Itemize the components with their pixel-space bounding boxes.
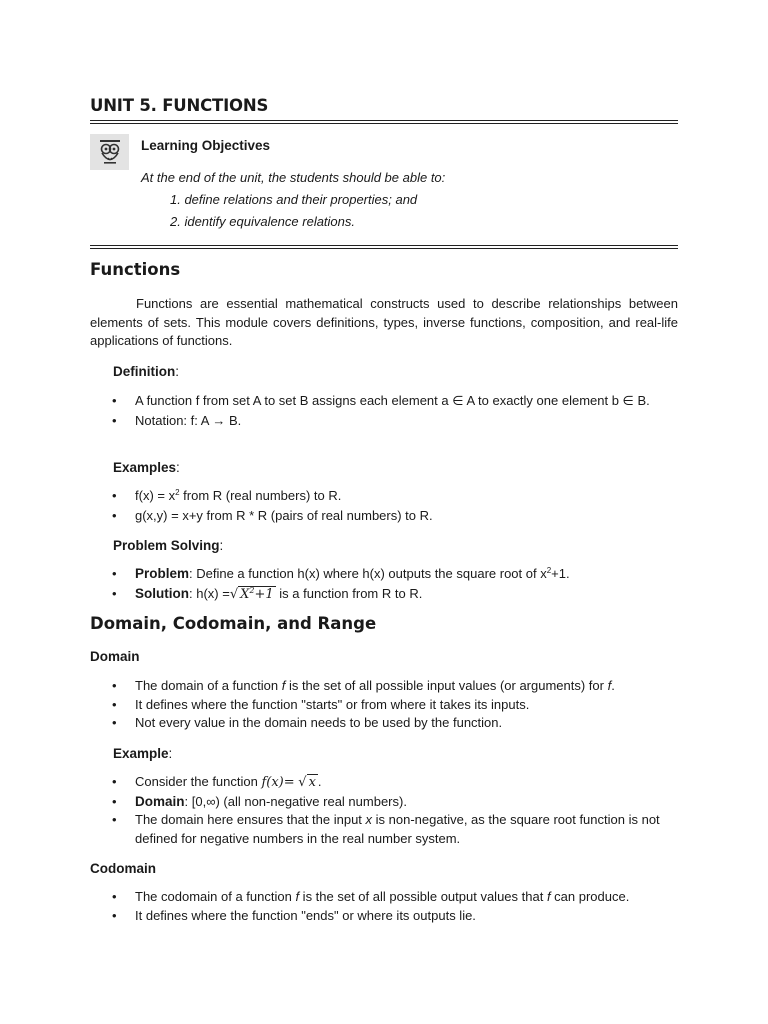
functions-intro-paragraph: Functions are essential mathematical constructs used to describe relationships between elements of sets. This module covers definitions, types, inverse functions, composition, and real-life applications of functions.	[90, 296, 678, 348]
definition-list	[90, 392, 678, 432]
domain-label: Domain	[90, 649, 140, 664]
list-item: • Notation: f: A → B.	[90, 412, 678, 431]
problem-solving-label: Problem Solving:	[113, 538, 224, 553]
domain-example-label: Example:	[113, 746, 173, 761]
objectives-double-rule	[90, 245, 678, 249]
codomain-label: Codomain	[90, 861, 156, 876]
list-item: • g(x,y) = x+y from R * R (pairs of real numbers) to R.	[90, 507, 678, 526]
list-item: • The domain of a function f is the set of all possible input values (or arguments) for f.	[90, 677, 678, 696]
domain-list	[90, 677, 678, 733]
owl-icon	[90, 134, 129, 170]
list-item: • A function f from set A to set B assigns each element a ∈ A to exactly one element b ∈ B.	[90, 392, 678, 411]
objective-item: 2. identify equivalence relations.	[170, 214, 356, 229]
header-double-rule	[90, 120, 678, 124]
domain-codomain-range-heading: Domain, Codomain, and Range	[90, 614, 377, 633]
learning-objectives-list	[170, 190, 417, 234]
domain-example-list	[90, 773, 678, 848]
list-item: • Not every value in the domain needs to be used by the function.	[90, 714, 678, 733]
list-item: • Solution: h(x) =√ $X^2+1$ is a function from R to R.	[90, 585, 678, 605]
problem-solving-list	[90, 565, 678, 606]
list-item: • Problem: Define a function h(x) where h(x) outputs the square root of $x^2+1$.	[90, 565, 678, 584]
list-item: • The codomain of a function f is the set of all possible output values that f can produce.	[90, 888, 678, 907]
examples-label: Examples:	[113, 460, 180, 475]
learning-objectives-intro: At the end of the unit, the students should be able to:	[141, 170, 446, 185]
examples-list	[90, 487, 678, 527]
objective-item: 1. define relations and their properties; and	[170, 192, 418, 207]
list-item: • The domain here ensures that the input x is non-negative, as the square root function is not defined for negative numbers in the real number system.	[90, 811, 678, 848]
learning-objectives-title: Learning Objectives	[141, 138, 271, 153]
square-root-expression: √ x	[298, 775, 316, 790]
unit-title: UNIT 5. FUNCTIONS	[90, 96, 269, 115]
square-root-expression: √ $X^2+1$	[229, 586, 274, 602]
list-item: • Domain: [0,∞) (all non-negative real numbers).	[90, 793, 678, 812]
definition-label: Definition:	[113, 364, 180, 379]
list-item: • $f(x) = x^2$ from R (real numbers) to R.	[90, 487, 678, 506]
functions-heading: Functions	[90, 260, 181, 279]
list-item: • Consider the function f(x)= √ x .	[90, 773, 678, 793]
list-item: • It defines where the function "starts" or from where it takes its inputs.	[90, 696, 678, 715]
list-item: • It defines where the function "ends" or where its outputs lie.	[90, 907, 678, 926]
codomain-list	[90, 888, 678, 925]
